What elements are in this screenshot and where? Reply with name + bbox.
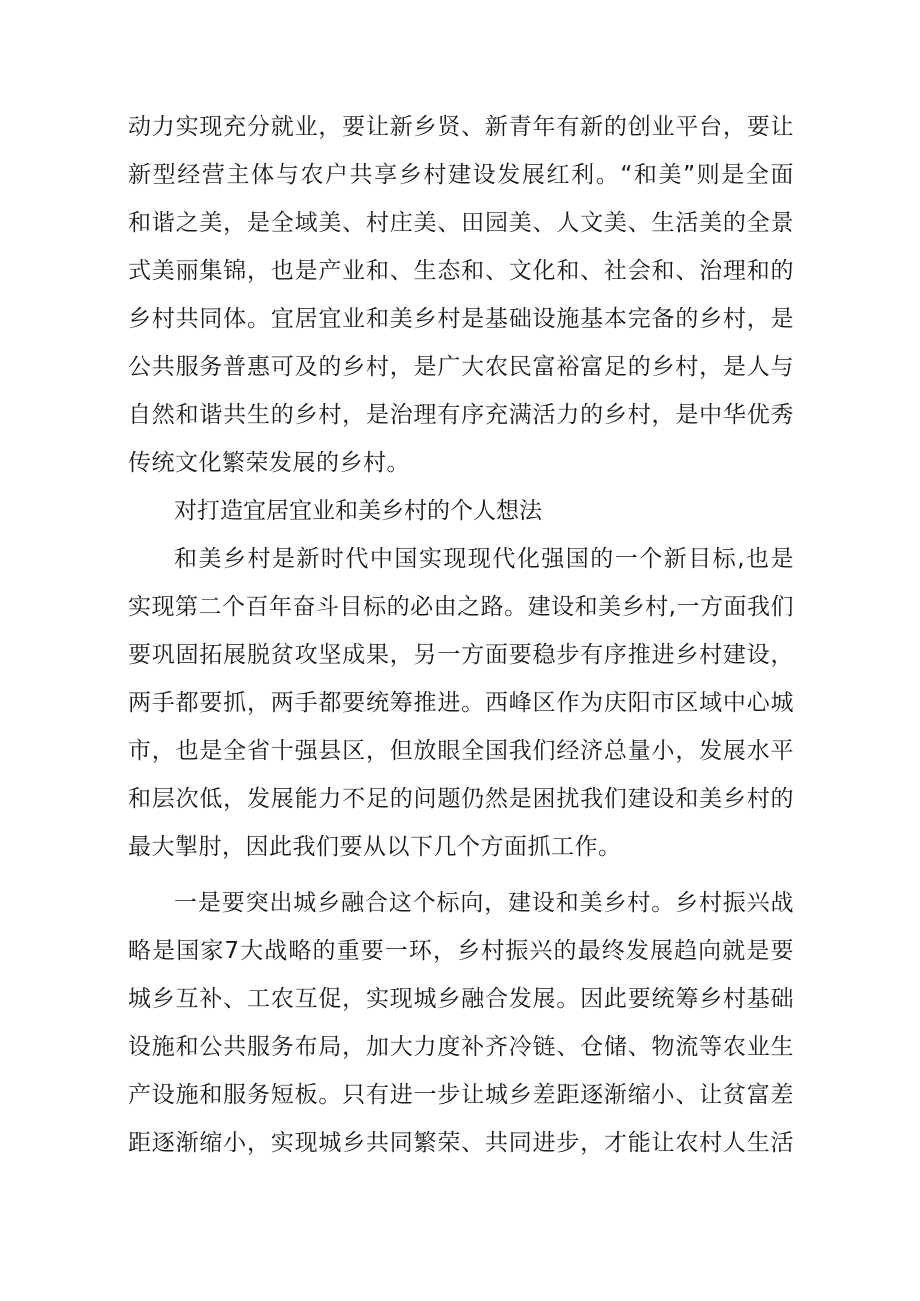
text-line: 和层次低，发展能力不足的问题仍然是困扰我们建设和美乡村的 (128, 786, 794, 812)
text-line: 最大掣肘，因此我们要从以下几个方面抓工作。 (128, 834, 622, 860)
text-line: 和美乡村是新时代中国实现现代化强国的一个新目标,也是 (174, 546, 794, 572)
text-line: 两手都要抓，两手都要统筹推进。西峰区作为庆阳市区域中心城 (128, 690, 794, 716)
text-line: 略是国家7大战略的重要一环，乡村振兴的最终发展趋向就是要 (128, 938, 794, 964)
section-heading: 对打造宜居宜业和美乡村的个人想法 (174, 498, 542, 524)
text-line: 要巩固拓展脱贫攻坚成果，另一方面要稳步有序推进乡村建设， (128, 642, 794, 668)
text-line: 新型经营主体与农户共享乡村建设发展红利。“和美”则是全面 (128, 162, 794, 188)
text-line: 一是要突出城乡融合这个标向，建设和美乡村。乡村振兴战 (174, 890, 794, 916)
text-line: 城乡互补、工农互促，实现城乡融合发展。因此要统筹乡村基础 (128, 986, 794, 1012)
text-line: 距逐渐缩小，实现城乡共同繁荣、共同进步，才能让农村人生活 (128, 1130, 794, 1156)
text-line: 式美丽集锦，也是产业和、生态和、文化和、社会和、治理和的 (128, 258, 794, 284)
paragraph-2 (128, 535, 794, 871)
text-line: 和谐之美，是全域美、村庄美、田园美、人文美、生活美的全景 (128, 210, 794, 236)
text-line: 传统文化繁荣发展的乡村。 (128, 450, 410, 476)
text-line: 动力实现充分就业，要让新乡贤、新青年有新的创业平台，要让 (128, 114, 794, 140)
document-body (128, 103, 794, 1167)
paragraph-1 (128, 103, 794, 487)
paragraph-spacer (128, 871, 794, 879)
paragraph-3 (128, 879, 794, 1167)
text-line: 市，也是全省十强县区，但放眼全国我们经济总量小，发展水平 (128, 738, 794, 764)
text-line: 实现第二个百年奋斗目标的必由之路。建设和美乡村,一方面我们 (128, 594, 794, 620)
text-line: 乡村共同体。宜居宜业和美乡村是基础设施基本完备的乡村，是 (128, 306, 794, 332)
text-line: 设施和公共服务布局，加大力度补齐冷链、仓储、物流等农业生 (128, 1034, 794, 1060)
text-line: 产设施和服务短板。只有进一步让城乡差距逐渐缩小、让贫富差 (128, 1082, 794, 1108)
text-line: 公共服务普惠可及的乡村，是广大农民富裕富足的乡村，是人与 (128, 354, 794, 380)
text-line: 自然和谐共生的乡村，是治理有序充满活力的乡村，是中华优秀 (128, 402, 794, 428)
